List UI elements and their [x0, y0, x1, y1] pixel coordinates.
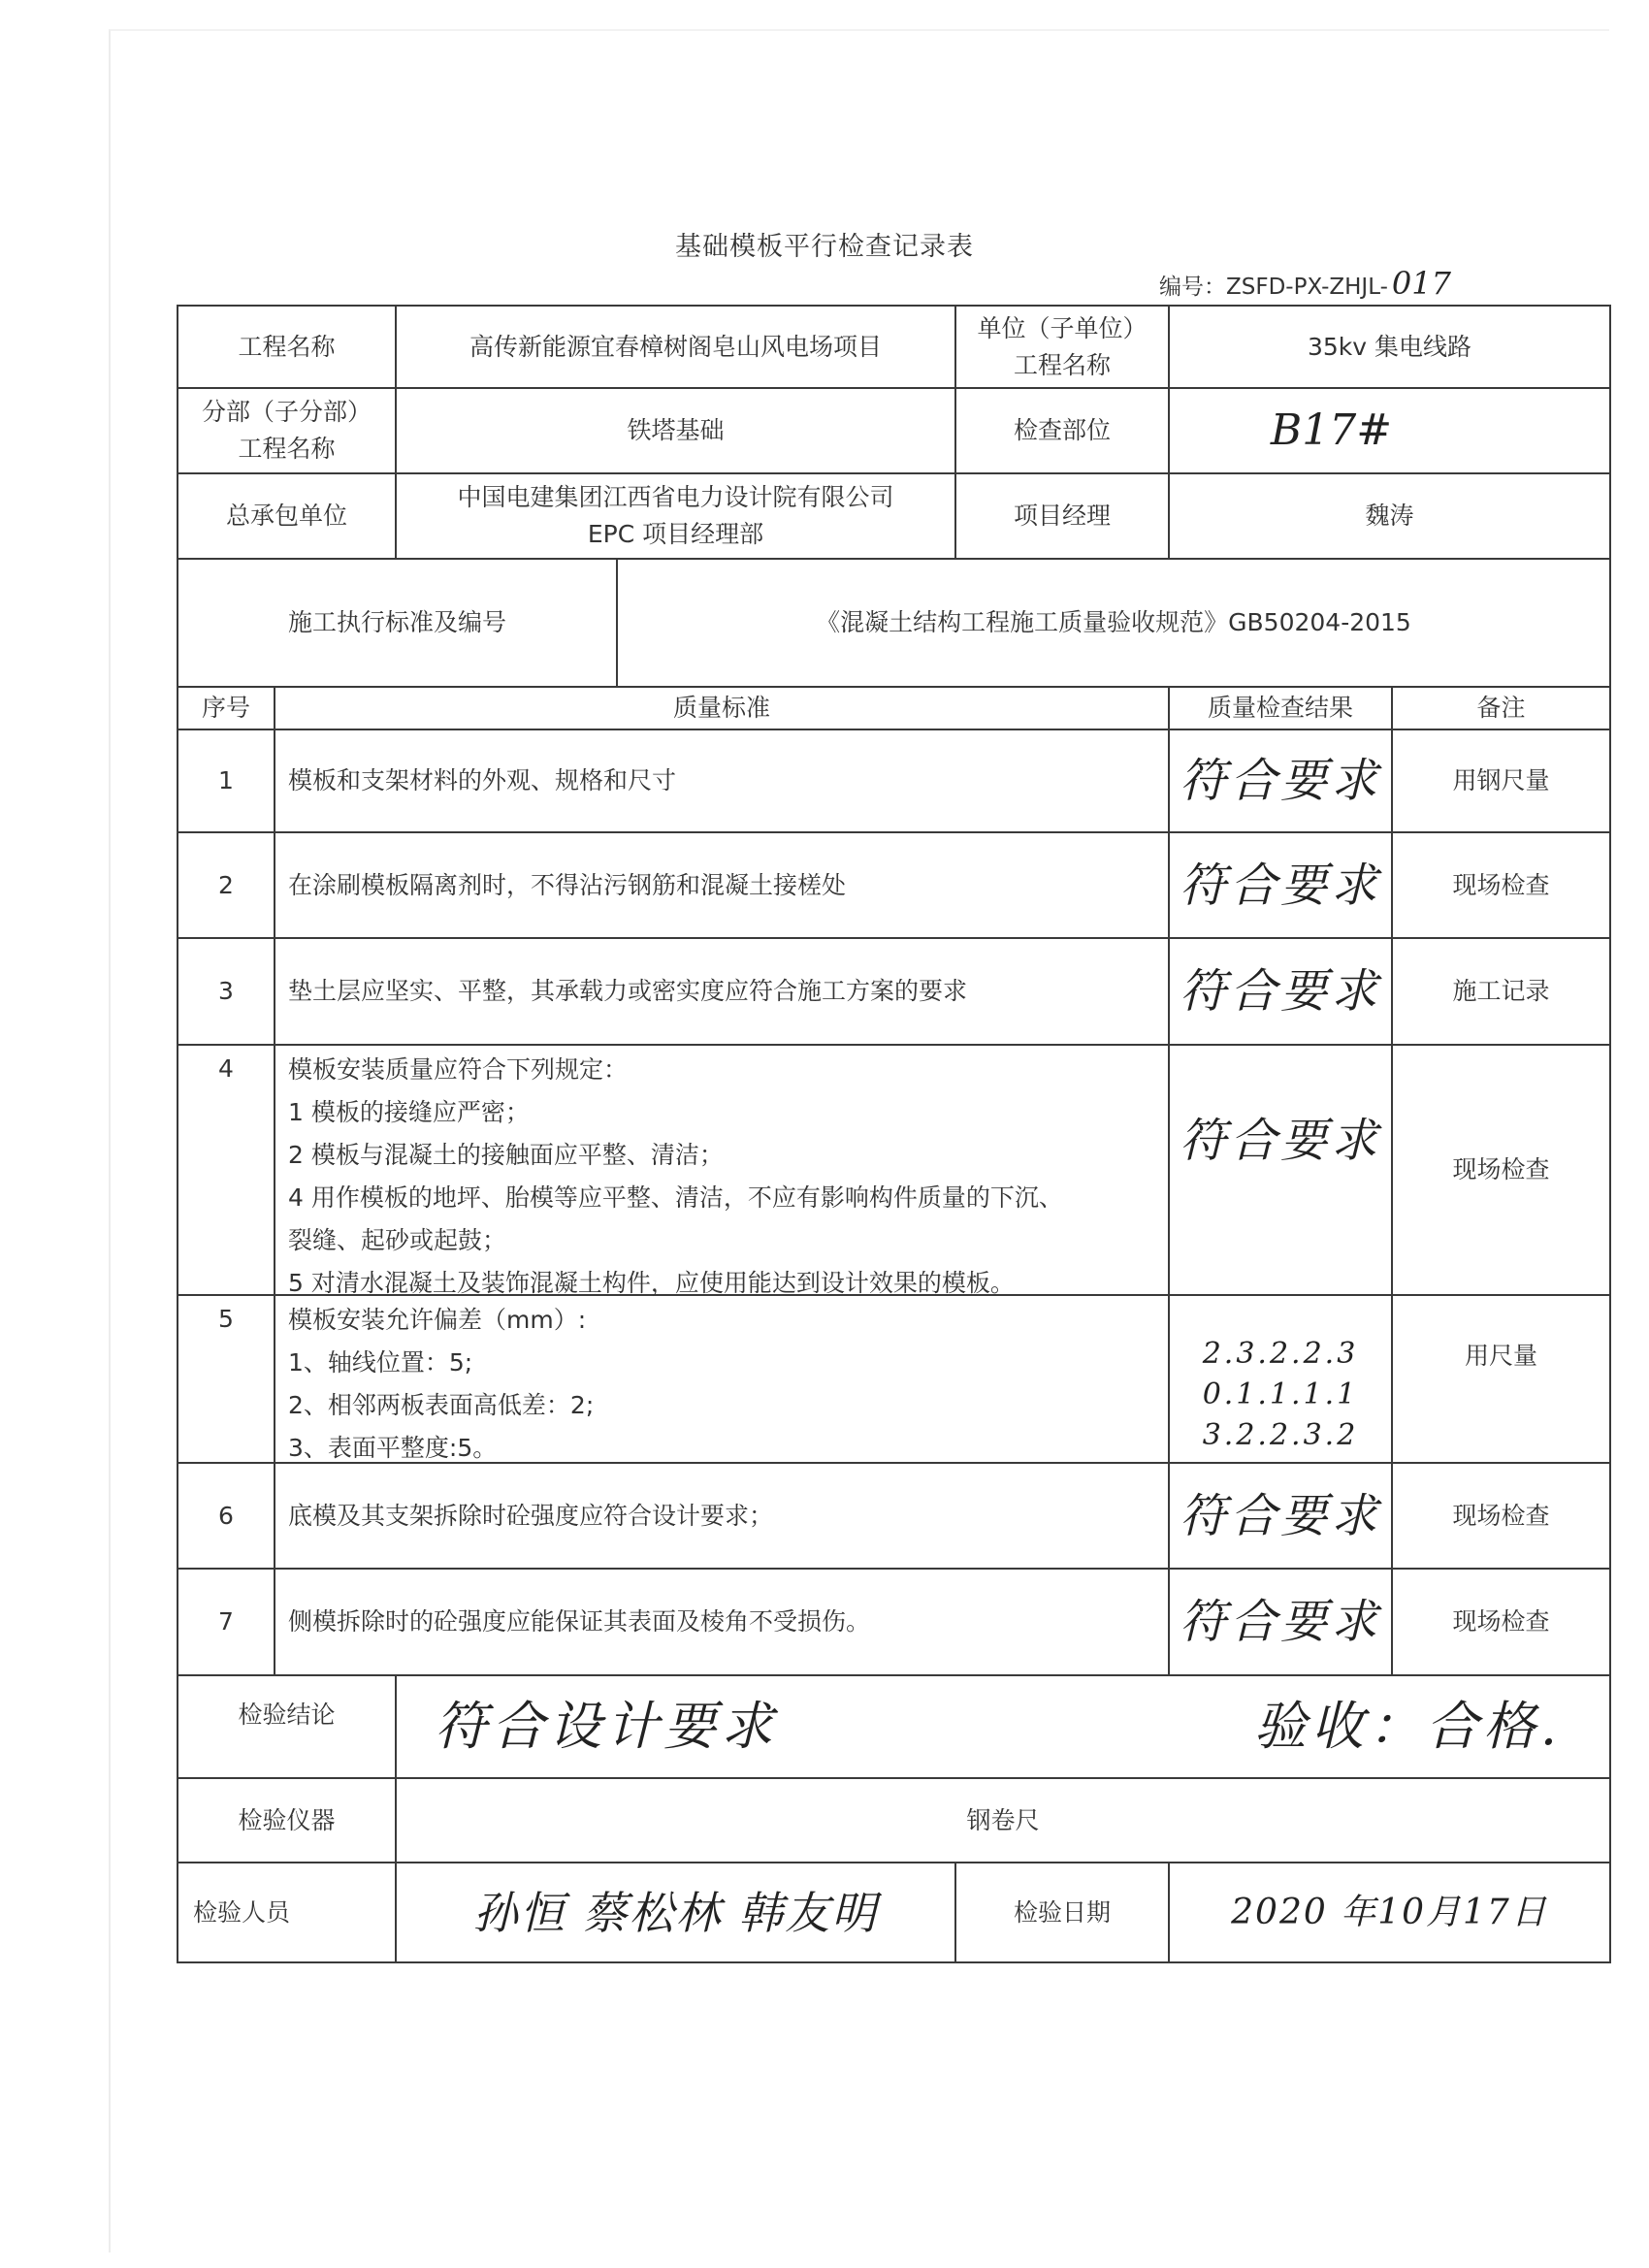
row-5-result: [1169, 1295, 1392, 1463]
row-5-standard-line: 模板安装允许偏差（mm）:: [288, 1306, 587, 1334]
column-header-remark: 备注: [1476, 694, 1526, 722]
column-header-standard: 质量标准: [672, 694, 770, 722]
row-3-no: 3: [218, 977, 234, 1005]
project-name-label: 工程名称: [238, 332, 336, 361]
row-2-no: 2: [218, 870, 234, 899]
row-3-standard: 垫土层应坚实、平整，其承载力或密实度应符合施工方案的要求: [288, 977, 968, 1005]
contractor-line2: EPC 项目经理部: [587, 520, 764, 548]
row-4-result: [1169, 1045, 1392, 1295]
row-3-result-handwritten: 符合要求: [1179, 964, 1381, 1019]
conclusion-handwritten: 符合设计要求: [435, 1696, 778, 1757]
inspect-location-handwritten: B17#: [1270, 405, 1393, 455]
conclusion-label: 检验结论: [238, 1701, 336, 1729]
row-4-standard-line: 裂缝、起砂或起鼓；: [288, 1226, 507, 1254]
row-3-remark: 施工记录: [1452, 977, 1550, 1005]
row-5-no: 5: [218, 1305, 234, 1333]
contractor-label: 总承包单位: [225, 502, 347, 530]
row-4-standard-line: 1 模板的接缝应严密；: [288, 1098, 530, 1126]
row-4-standard-line: 2 模板与混凝土的接触面应平整、清洁；: [288, 1141, 724, 1169]
row-6-result-handwritten: 符合要求: [1179, 1488, 1381, 1543]
row-4-remark: 现场检查: [1452, 1155, 1550, 1183]
row-7-standard: 侧模拆除时的砼强度应能保证其表面及棱角不受损伤。: [288, 1607, 871, 1636]
row-4-standard-line: 5 对清水混凝土及装饰混凝土构件，应使用能达到设计效果的模板。: [288, 1269, 1015, 1297]
document-number-label: 编号：ZSFD-PX-ZHJL-: [1159, 275, 1388, 300]
row-2-remark: 现场检查: [1452, 870, 1550, 899]
row-6-remark: 现场检查: [1452, 1501, 1550, 1530]
row-4-standard: [275, 1045, 1169, 1295]
row-5-result-line: 3.2.2.3.2: [1202, 1418, 1359, 1452]
document-title: 基础模板平行检查记录表: [675, 232, 974, 262]
inspector-label: 检验人员: [193, 1897, 291, 1927]
unit-name-label-line2: 工程名称: [1013, 350, 1111, 379]
column-header-no: 序号: [201, 694, 250, 722]
row-1-remark: 用钢尺量: [1452, 766, 1550, 794]
division-name-value: 铁塔基础: [627, 416, 725, 444]
inspect-location-value: [1169, 388, 1610, 473]
row-4-no: 4: [218, 1054, 234, 1083]
unit-name-label-line1: 单位（子单位）: [977, 313, 1148, 342]
division-name-label-line2: 工程名称: [238, 435, 336, 463]
row-2-result: [1169, 832, 1392, 938]
row-4-result-handwritten: 符合要求: [1179, 1114, 1381, 1168]
unit-name-value: 35kv 集电线路: [1307, 332, 1472, 361]
row-7-remark: 现场检查: [1452, 1607, 1550, 1636]
division-name-label: [178, 388, 396, 473]
standard-label: 施工执行标准及编号: [287, 608, 506, 636]
contractor-value: [396, 473, 955, 559]
column-header-result: 质量检查结果: [1207, 694, 1353, 722]
row-5-standard: [275, 1295, 1169, 1463]
row-4-standard-line: 4 用作模板的地坪、胎模等应平整、清洁，不应有影响构件质量的下沉、: [288, 1183, 1063, 1212]
row-5-standard-line: 1、轴线位置：5;: [288, 1348, 473, 1377]
instrument-label: 检验仪器: [238, 1805, 336, 1834]
row-5-remark: 用尺量: [1464, 1342, 1537, 1370]
row-5-result-line: 2.3.2.2.3: [1202, 1337, 1359, 1371]
conclusion-value: [396, 1675, 1610, 1778]
row-1-no: 1: [218, 766, 234, 794]
document-number-handwritten: 017: [1391, 265, 1451, 302]
row-2-result-handwritten: 符合要求: [1179, 858, 1381, 913]
row-1-standard: 模板和支架材料的外观、规格和尺寸: [288, 766, 677, 794]
date-label: 检验日期: [1013, 1897, 1111, 1927]
row-6-no: 6: [218, 1501, 234, 1530]
row-4-standard-line: 模板安装质量应符合下列规定：: [288, 1055, 629, 1084]
row-2-standard: 在涂刷模板隔离剂时，不得沾污钢筋和混凝土接槎处: [288, 870, 847, 899]
row-5-standard-line: 3、表面平整度:5。: [288, 1434, 498, 1462]
date-handwritten: 2020 年10月17日: [1231, 1892, 1548, 1932]
row-5-result-line: 0.1.1.1.1: [1202, 1377, 1359, 1411]
row-6-standard: 底模及其支架拆除时砼强度应符合设计要求；: [288, 1501, 774, 1530]
inspector-value: [396, 1863, 955, 1962]
acceptance-handwritten: 验收：合格.: [1253, 1696, 1562, 1757]
row-7-result-handwritten: 符合要求: [1179, 1595, 1381, 1649]
manager-label: 项目经理: [1013, 502, 1111, 530]
row-1-result-handwritten: 符合要求: [1179, 754, 1381, 808]
contractor-line1: 中国电建集团江西省电力设计院有限公司: [457, 483, 894, 511]
row-6-result: [1169, 1463, 1392, 1569]
row-1-result: [1169, 729, 1392, 832]
date-value: [1169, 1863, 1610, 1962]
inspector-signatures: 孙恒 蔡松林 韩友明: [472, 1886, 879, 1939]
inspect-location-label: 检查部位: [1013, 416, 1111, 444]
manager-value: 魏涛: [1365, 502, 1414, 530]
row-5-standard-line: 2、相邻两板表面高低差：2;: [288, 1391, 595, 1419]
instrument-value: 钢卷尺: [966, 1805, 1040, 1834]
project-name-value: 高传新能源宜春樟树阁皂山风电场项目: [469, 332, 882, 361]
row-3-result: [1169, 938, 1392, 1045]
row-7-result: [1169, 1569, 1392, 1675]
row-7-no: 7: [218, 1607, 234, 1636]
standard-value: 《混凝土结构工程施工质量验收规范》GB50204-2015: [816, 608, 1411, 636]
division-name-label-line1: 分部（子分部）: [201, 398, 372, 426]
unit-name-label: [955, 306, 1169, 388]
